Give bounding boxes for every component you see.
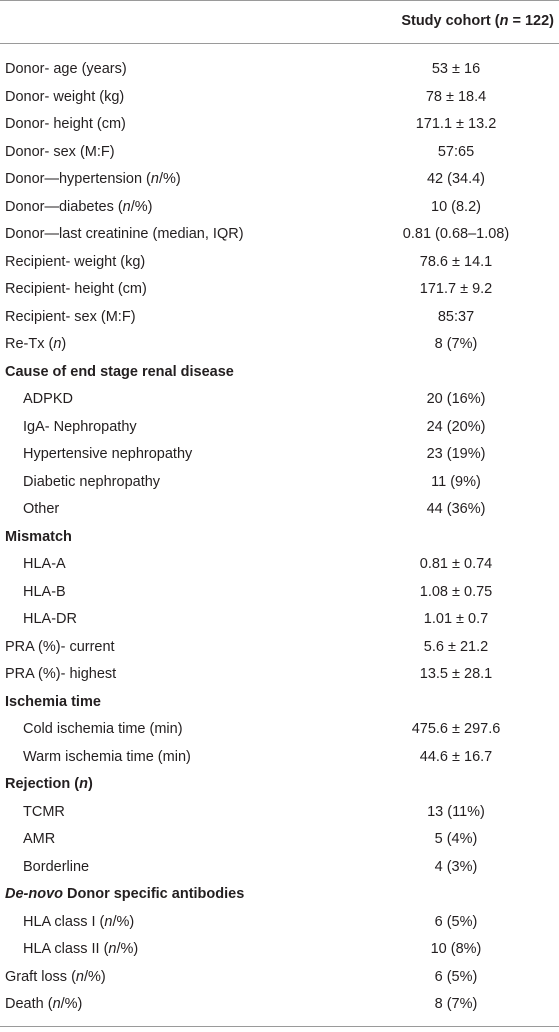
row-label: Donor- weight (kg) xyxy=(5,88,125,105)
table-row xyxy=(0,551,559,579)
row-label-text: Donor—diabetes ( xyxy=(5,198,123,215)
row-label-text: /%) xyxy=(112,913,135,930)
table-row xyxy=(0,991,559,1019)
row-label-text: /%) xyxy=(130,198,153,215)
row-label: Borderline xyxy=(23,858,90,875)
row-value: 85:37 xyxy=(437,308,475,325)
row-value: 1.01 ± 0.7 xyxy=(423,611,489,627)
row-label xyxy=(5,194,153,222)
row-value: 57:65 xyxy=(437,143,475,160)
section-row xyxy=(0,524,559,552)
row-label-text: HLA class I ( xyxy=(23,913,105,930)
row-label-text: HLA class II ( xyxy=(23,941,109,957)
row-value: 5.6 ± 21.2 xyxy=(423,638,489,655)
row-label: PRA (%)- highest xyxy=(5,666,117,682)
column-header-study-cohort: Study cohort (n = 122) xyxy=(401,13,554,29)
table-row xyxy=(0,414,559,442)
section-heading xyxy=(5,881,244,909)
row-label: Recipient- height (cm) xyxy=(5,281,147,297)
table-row xyxy=(0,854,559,882)
row-value: 6 (5%) xyxy=(434,913,478,930)
row-label-text: /%) xyxy=(116,941,139,957)
table-row xyxy=(0,606,559,634)
row-label-text: ) xyxy=(61,336,67,352)
table-row xyxy=(0,936,559,964)
row-label-italic: n xyxy=(150,171,159,187)
section-row xyxy=(0,771,559,799)
table-header-rule xyxy=(0,43,559,44)
row-label: Cold ischemia time (min) xyxy=(23,721,183,737)
row-label: HLA-DR xyxy=(23,611,77,627)
row-value: 1.08 ± 0.75 xyxy=(419,583,493,600)
section-row xyxy=(0,359,559,387)
table-row xyxy=(0,56,559,84)
table-row xyxy=(0,634,559,662)
table-bottom-rule xyxy=(0,1026,559,1027)
row-value: 0.81 ± 0.74 xyxy=(419,556,493,572)
row-label: AMR xyxy=(23,831,56,847)
row-label xyxy=(5,331,66,359)
row-label: Donor- age (years) xyxy=(5,61,127,77)
row-label xyxy=(5,964,106,992)
row-label: Donor—last creatinine (median, IQR) xyxy=(5,226,244,242)
row-value: 5 (4%) xyxy=(434,831,478,847)
table-row xyxy=(0,331,559,359)
section-heading: Cause of end stage renal disease xyxy=(5,363,234,380)
row-label-text: /%) xyxy=(60,996,83,1012)
row-value: 8 (7%) xyxy=(434,996,478,1012)
row-value: 78.6 ± 14.1 xyxy=(419,253,493,270)
row-label-italic: n xyxy=(108,941,117,957)
table-row xyxy=(0,469,559,497)
row-value: 6 (5%) xyxy=(434,968,478,985)
row-value: 23 (19%) xyxy=(426,446,486,462)
row-label xyxy=(23,909,134,937)
row-label-italic: n xyxy=(122,198,131,215)
section-heading xyxy=(5,771,93,799)
row-label-text: /%) xyxy=(83,968,106,985)
row-label-italic: n xyxy=(79,776,88,792)
row-label-text: Donor specific antibodies xyxy=(63,886,245,902)
row-value: 44.6 ± 16.7 xyxy=(419,748,493,765)
section-heading: Mismatch xyxy=(5,528,72,545)
table-row xyxy=(0,826,559,854)
row-label: Hypertensive nephropathy xyxy=(23,446,193,462)
row-value: 475.6 ± 297.6 xyxy=(411,721,501,737)
row-value: 44 (36%) xyxy=(426,501,486,517)
row-label: HLA-B xyxy=(23,583,66,600)
row-value: 4 (3%) xyxy=(434,858,478,875)
row-label: IgA- Nephropathy xyxy=(23,418,137,435)
table-row xyxy=(0,964,559,992)
row-label-text: /%) xyxy=(158,171,181,187)
table-row xyxy=(0,111,559,139)
table-row xyxy=(0,441,559,469)
row-label: Recipient- sex (M:F) xyxy=(5,308,136,325)
row-label: HLA-A xyxy=(23,556,66,572)
row-label xyxy=(5,991,82,1019)
table-row xyxy=(0,716,559,744)
row-value: 13.5 ± 28.1 xyxy=(419,666,493,682)
row-value: 171.7 ± 9.2 xyxy=(419,281,493,297)
table-row xyxy=(0,249,559,277)
table-row xyxy=(0,166,559,194)
row-label: PRA (%)- current xyxy=(5,638,115,655)
section-row xyxy=(0,689,559,717)
table-row xyxy=(0,276,559,304)
row-label-text: Rejection ( xyxy=(5,776,80,792)
table-header xyxy=(0,1,559,43)
row-value: 171.1 ± 13.2 xyxy=(415,116,497,132)
row-value: 10 (8%) xyxy=(430,941,482,957)
row-value: 0.81 (0.68–1.08) xyxy=(402,226,510,242)
table-row xyxy=(0,386,559,414)
row-value: 10 (8.2) xyxy=(431,198,481,215)
table-row xyxy=(0,221,559,249)
row-label xyxy=(5,166,181,194)
row-label: Recipient- weight (kg) xyxy=(5,253,146,270)
row-label-text: Graft loss ( xyxy=(5,968,76,985)
row-label: TCMR xyxy=(23,803,65,820)
table-row xyxy=(0,909,559,937)
row-label: Donor- height (cm) xyxy=(5,116,126,132)
row-label-italic: De-novo xyxy=(5,886,63,902)
row-value: 13 (11%) xyxy=(427,803,485,820)
table-row xyxy=(0,579,559,607)
row-value: 8 (7%) xyxy=(434,336,478,352)
row-value: 24 (20%) xyxy=(426,418,486,435)
row-label-text: ) xyxy=(87,776,93,792)
table-row xyxy=(0,799,559,827)
row-label-italic: n xyxy=(52,996,61,1012)
section-heading: Ischemia time xyxy=(5,693,101,710)
row-value: 53 ± 16 xyxy=(431,61,481,77)
row-label-italic: n xyxy=(75,968,84,985)
table-row xyxy=(0,496,559,524)
table-row xyxy=(0,661,559,689)
row-label-text: Death ( xyxy=(5,996,53,1012)
table-row xyxy=(0,194,559,222)
row-label: Donor- sex (M:F) xyxy=(5,143,115,160)
table-row xyxy=(0,744,559,772)
row-value: 78 ± 18.4 xyxy=(425,88,487,105)
row-label-text: Re-Tx ( xyxy=(5,336,54,352)
row-value: 11 (9%) xyxy=(431,473,481,490)
table-row xyxy=(0,84,559,112)
row-label: Other xyxy=(23,501,60,517)
row-label xyxy=(23,936,138,964)
row-label: ADPKD xyxy=(23,391,73,407)
row-label-text: Donor—hypertension ( xyxy=(5,171,151,187)
table-row xyxy=(0,139,559,167)
section-row xyxy=(0,881,559,909)
row-value: 20 (16%) xyxy=(426,391,486,407)
row-label: Diabetic nephropathy xyxy=(23,473,161,490)
row-value: 42 (34.4) xyxy=(426,171,486,187)
row-label-italic: n xyxy=(53,336,62,352)
table-row xyxy=(0,304,559,332)
row-label: Warm ischemia time (min) xyxy=(23,748,191,765)
row-label-italic: n xyxy=(104,913,113,930)
